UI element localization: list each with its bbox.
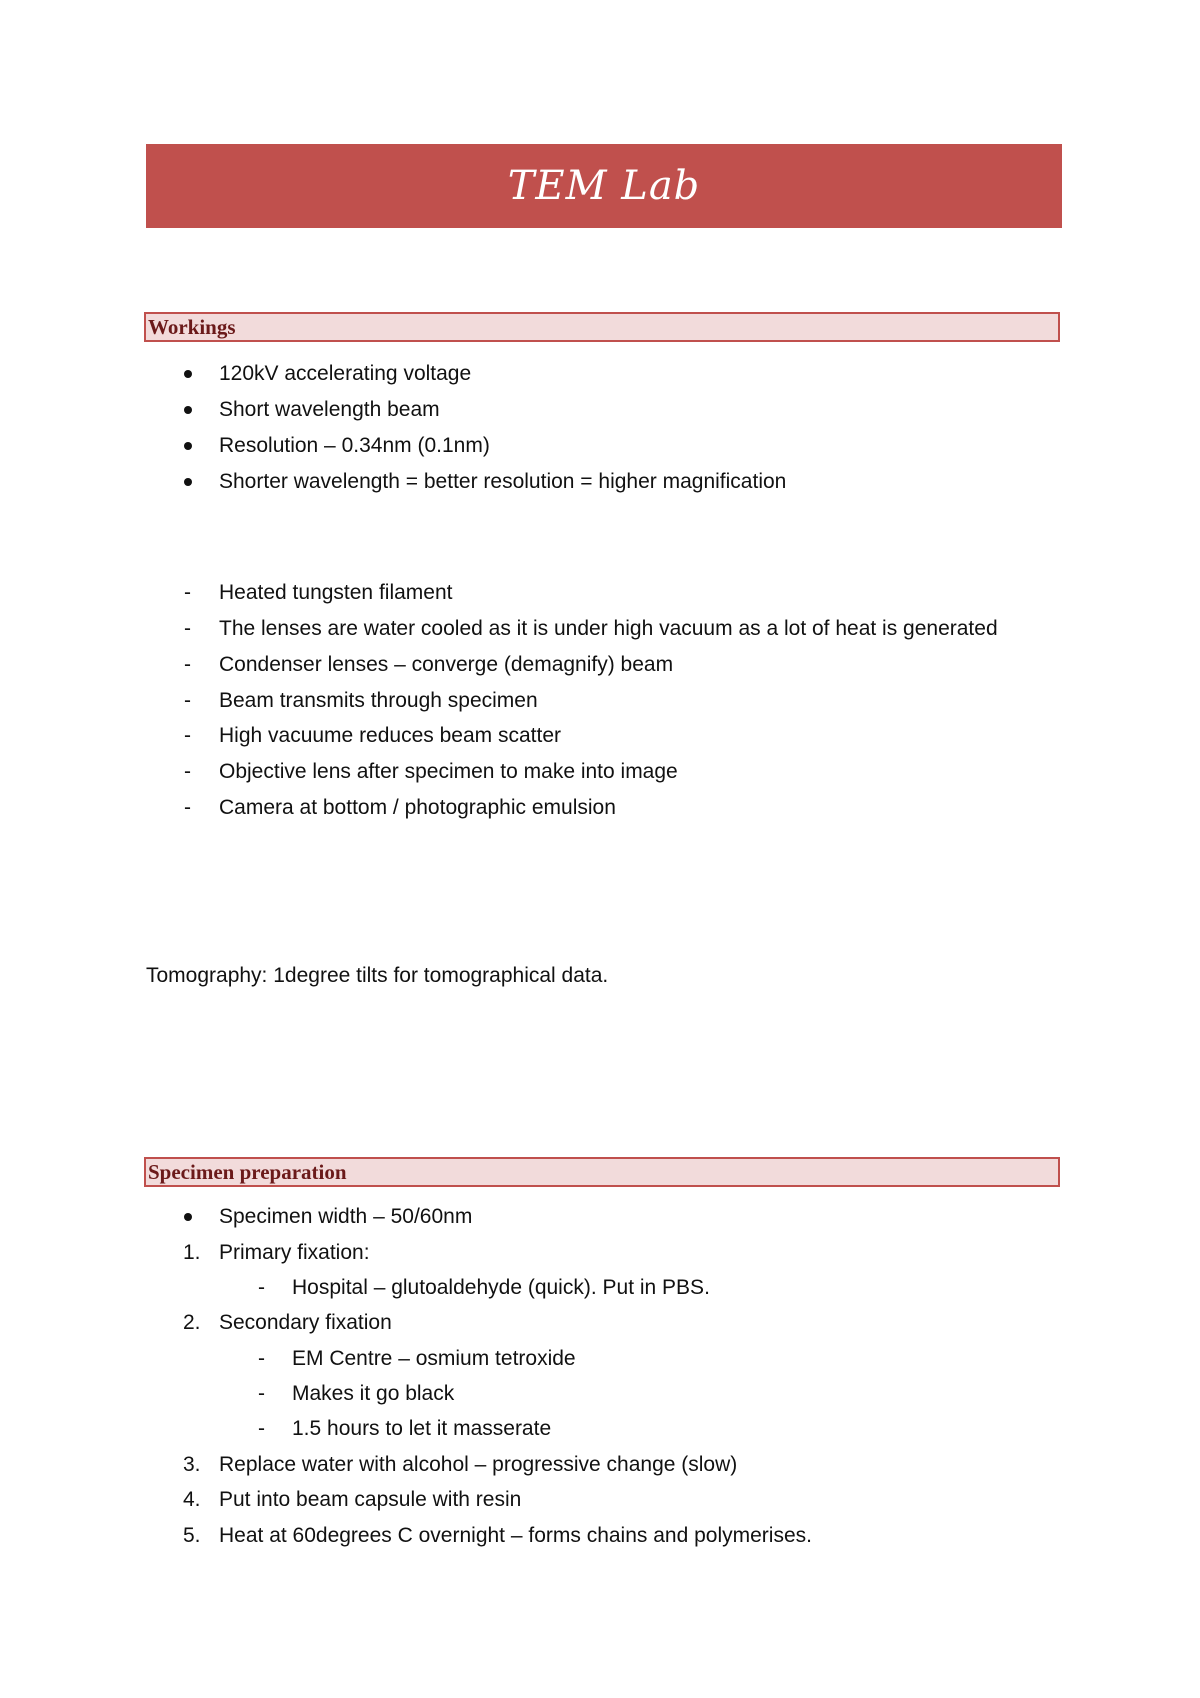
sub-item-text: 1.5 hours to let it masserate: [292, 1417, 552, 1440]
dash-marker: -: [258, 1276, 265, 1299]
step-text: Heat at 60degrees C overnight – forms chains and polymerises.: [219, 1524, 812, 1547]
dash-marker: -: [258, 1347, 265, 1370]
step-text: Put into beam capsule with resin: [219, 1488, 522, 1511]
dash-marker: -: [184, 724, 191, 747]
dash-marker: -: [184, 796, 191, 819]
title-banner: [146, 144, 1062, 228]
dash-marker: -: [184, 617, 191, 640]
dash-marker: -: [258, 1417, 265, 1440]
sub-item-text: Hospital – glutoaldehyde (quick). Put in PBS.: [292, 1276, 710, 1299]
bullet-icon: [184, 478, 192, 486]
sub-item-text: Makes it go black: [292, 1382, 455, 1405]
dash-marker: -: [184, 581, 191, 604]
section-heading-workings: Workings: [144, 312, 1060, 342]
step-number: 1.: [183, 1241, 201, 1264]
step-number: 5.: [183, 1524, 201, 1547]
step-text: Replace water with alcohol – progressive change (slow): [219, 1453, 738, 1476]
tomography-note: Tomography: 1degree tilts for tomographical data.: [146, 964, 609, 987]
bullet-icon: [184, 1213, 192, 1221]
step-number: 3.: [183, 1453, 201, 1476]
bullet-icon: [184, 442, 192, 450]
list-item-text: The lenses are water cooled as it is under high vacuum as a lot of heat is generated: [219, 617, 998, 640]
bullet-icon: [184, 406, 192, 414]
step-text: Secondary fixation: [219, 1311, 392, 1334]
list-item-text: Shorter wavelength = better resolution = higher magnification: [219, 470, 787, 493]
step-number: 4.: [183, 1488, 201, 1511]
page-title: TEM Lab: [507, 163, 701, 209]
list-item-text: Objective lens after specimen to make into image: [219, 760, 678, 783]
dash-marker: -: [184, 760, 191, 783]
list-item-text: Camera at bottom / photographic emulsion: [219, 796, 616, 819]
section-heading-specimen-preparation: Specimen preparation: [144, 1157, 1060, 1187]
bullet-icon: [184, 370, 192, 378]
dash-marker: -: [258, 1382, 265, 1405]
sub-item-text: EM Centre – osmium tetroxide: [292, 1347, 576, 1370]
step-text: Primary fixation:: [219, 1241, 370, 1264]
list-item-text: Specimen width – 50/60nm: [219, 1205, 473, 1228]
list-item-text: Beam transmits through specimen: [219, 689, 538, 712]
list-item-text: Condenser lenses – converge (demagnify) beam: [219, 653, 674, 676]
list-item-text: Heated tungsten filament: [219, 581, 453, 604]
list-item-text: Short wavelength beam: [219, 398, 440, 421]
step-number: 2.: [183, 1311, 201, 1334]
list-item-text: Resolution – 0.34nm (0.1nm): [219, 434, 490, 457]
dash-marker: -: [184, 689, 191, 712]
dash-marker: -: [184, 653, 191, 676]
list-item-text: 120kV accelerating voltage: [219, 362, 472, 385]
list-item-text: High vacuume reduces beam scatter: [219, 724, 561, 747]
